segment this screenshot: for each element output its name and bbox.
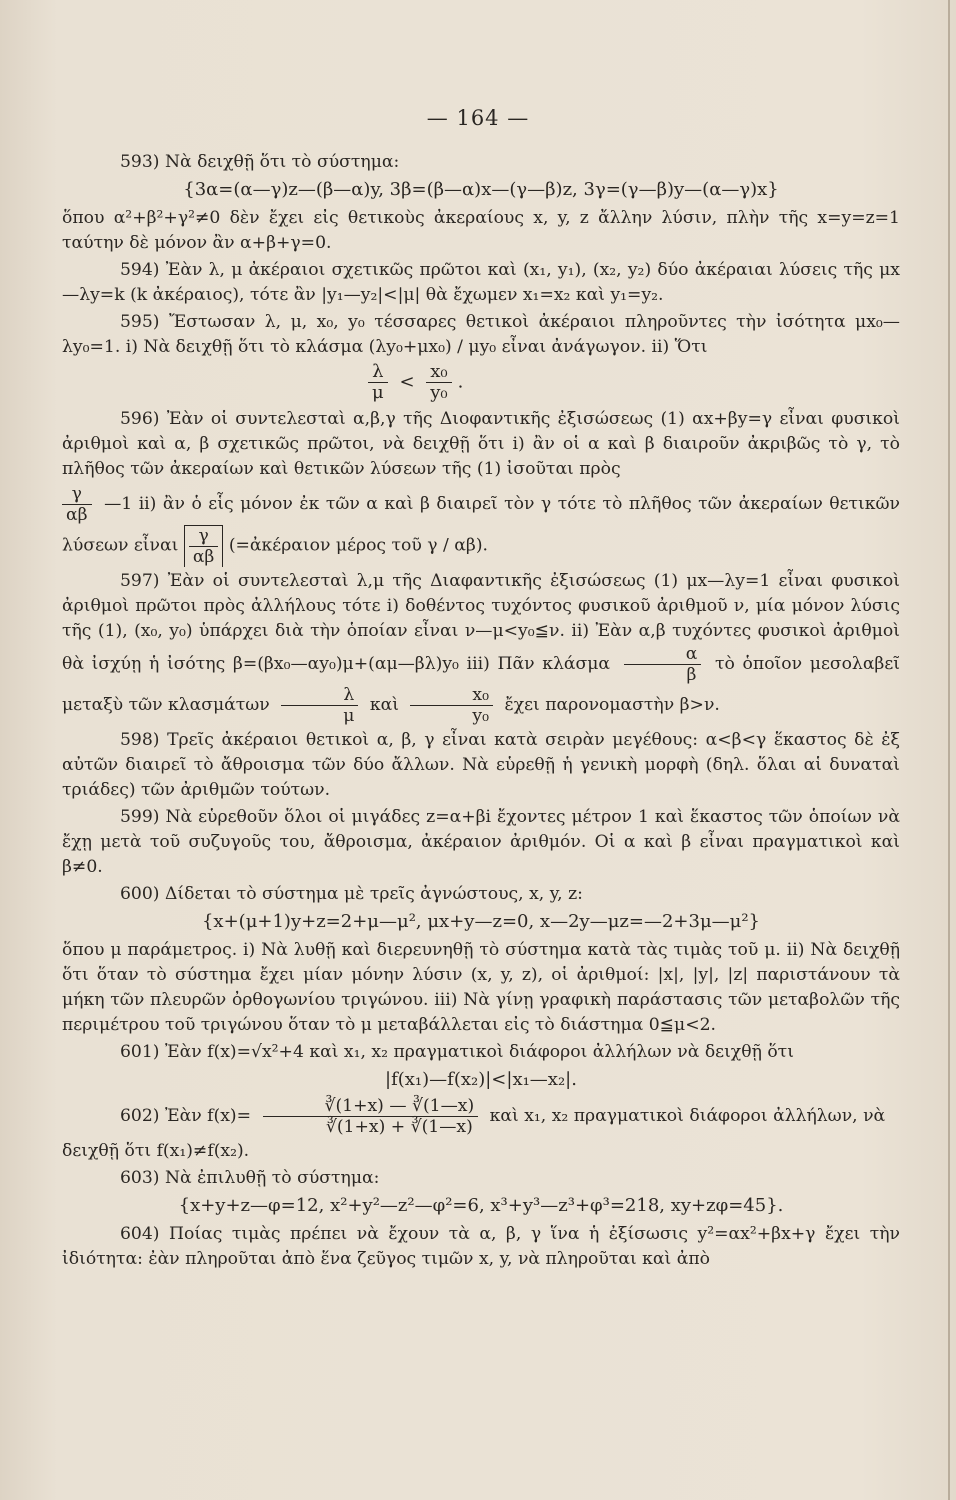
fraction: $\frac{\alpha}{\beta}$ [624, 644, 702, 685]
problem-603-lead: 603) Νὰ ἐπιλυθῇ τὸ σύστημα: [120, 1168, 380, 1188]
floor-bracket [184, 525, 224, 567]
problem-593-lead: 593) Νὰ δειχθῇ ὅτι τὸ σύστημα: [120, 152, 400, 172]
problem-598: 598) Τρεῖς ἀκέραιοι θετικοὶ α, β, γ εἶναι κατὰ σειρὰν μεγέθους: α<β<γ ἕκαστος δὲ ἐξ αὐτῶν διαιρεῖ τὸ ἄθροισμα τῶν δύο ἄλλων. Νὰ εὑρεθῇ ἡ γενικὴ μορφὴ (δηλ. ὅλαι αἱ δυναταὶ τριάδες) τῶν ἀριθμῶν τούτων. [62, 730, 900, 800]
problem-596: 596) Ἐὰν οἱ συντελεσταὶ α,β,γ τῆς Διοφαντικῆς ἐξισώσεως (1) αx+βy=γ εἶναι φυσικοὶ ἀριθμοὶ καὶ α, β σχετικῶς πρῶτοι, νὰ δειχθῇ ὅτι i) ἂν οἱ α καὶ β διαιροῦν ἀκριβῶς τὸ γ, τὸ πλῆθος τῶν ἀκεραίων καὶ θετικῶν λύσεων τῆς (1) ἰσοῦται πρὸς [62, 409, 900, 479]
fraction: $\frac{\gamma}{\alpha\beta}$ [189, 526, 219, 567]
problem-601-inequality: |f(x₁)—f(x₂)|<|x₁—x₂|. [385, 1069, 577, 1090]
problem-594: 594) Ἐὰν λ, μ ἀκέραιοι σχετικῶς πρῶτοι καὶ (x₁, y₁), (x₂, y₂) δύο ἀκέραιαι λύσεις τῆς μx—λy=k (k ἀκέραιος), τότε ἂν |y₁—y₂|<|μ| θὰ ἔχωμεν x₁=x₂ καὶ y₁=y₂. [62, 260, 900, 305]
fraction: $\frac{∛(1+x) — ∛(1—x)}{∛(1+x) + ∛(1—x)}$ [263, 1096, 479, 1137]
problem-601: 601) Ἐὰν f(x)=√x²+4 καὶ x₁, x₂ πραγματικοὶ διάφοροι ἀλλήλων νὰ δειχθῇ ὅτι [120, 1042, 794, 1062]
problem-600-lead: 600) Δίδεται τὸ σύστημα μὲ τρεῖς ἀγνώστους, x, y, z: [120, 884, 583, 904]
problem-602-end: δειχθῇ ὅτι f(x₁)≠f(x₂). [62, 1141, 250, 1161]
page-number: — 164 — [426, 106, 530, 130]
problem-596-cont: $\frac{\gamma}{\alpha\beta}$ —1 ii) ἂν ὁ εἷς μόνον ἐκ τῶν α καὶ β διαιρεῖ τὸν γ τότε τὸ πλῆθος τῶν ἀκεραίων θετικῶν λύσεων εἶναι $\frac{\gamma}{\alpha\beta}$ (=ἀκέραιον μέρος τοῦ γ / αβ). [62, 484, 900, 567]
problem-600-body: ὅπου μ παράμετρος. i) Νὰ λυθῇ καὶ διερευνηθῇ τὸ σύστημα κατὰ τὰς τιμὰς τοῦ μ. ii) Νὰ δειχθῇ ὅτι ὅταν τὸ σύστημα ἔχει μίαν μόνην λύσιν (x, y, z), οἱ ἀριθμοί: |x|, |y|, |z| παριστάνουν τὰ μήκη τῶν πλευρῶν ὀρθογωνίου τριγώνου. iii) Νὰ γίνῃ γραφικὴ παράστασις τῶν μεταβολῶν τῆς περιμέτρου τοῦ τριγώνου ὅταν τὸ μ μεταβάλλεται εἰς τὸ διάστημα 0≦μ<2. [62, 940, 900, 1035]
problem-593-system: {3α=(α—γ)z—(β—α)y, 3β=(β—α)x—(γ—β)z, 3γ=(γ—β)y—(α—γ)x} [183, 179, 779, 200]
problem-593-body: ὅπου α²+β²+γ²≠0 δὲν ἔχει εἰς θετικοὺς ἀκεραίους x, y, z ἄλλην λύσιν, πλὴν τῆς x=y=z=1 ταύτην δὲ μόνον ἂν α+β+γ=0. [62, 208, 900, 253]
problem-602: 602) Ἐὰν f(x)= $\frac{∛(1+x) — ∛(1—x)}{∛(1+x) + ∛(1—x)}$ καὶ x₁, x₂ πραγματικοὶ διάφοροι ἀλλήλων, νὰ [120, 1096, 886, 1137]
problem-595: 595) Ἔστωσαν λ, μ, x₀, y₀ τέσσαρες θετικοὶ ἀκέραιοι πληροῦντες τὴν ἰσότητα μx₀—λy₀=1. i) Νὰ δειχθῇ ὅτι τὸ κλάσμα (λy₀+μx₀) / μy₀ εἶναι ἀνάγωγον. ii) Ὅτι [62, 312, 900, 357]
problem-599: 599) Νὰ εὑρεθοῦν ὅλοι οἱ μιγάδες z=α+βi ἔχοντες μέτρον 1 καὶ ἕκαστος τῶν ὁποίων νὰ ἔχῃ μετὰ τοῦ συζυγοῦς του, ἄθροισμα, ἀκέραιον ἀριθμόν. Οἱ α καὶ β εἶναι πραγματικοὶ καὶ β≠0. [62, 807, 900, 877]
fraction: $\frac{\text{x₀}}{\text{y₀}}$ [410, 685, 493, 726]
problem-597: 597) Ἐὰν οἱ συντελεσταὶ λ,μ τῆς Διαφαντικῆς ἐξισώσεως (1) μx—λy=1 εἶναι φυσικοὶ ἀριθμοὶ πρῶτοι πρὸς ἀλλήλους τότε i) δοθέντος τυχόντος φυσικοῦ ἀριθμοῦ ν, μία μόνον λύσις τῆς (1), (x₀, y₀) ὑπάρχει διὰ τὴν ὁποίαν εἶναι ν—μ<y₀≦ν. ii) Ἐὰν α,β τυχόντες φυσικοὶ ἀριθμοὶ θὰ ἰσχύῃ ἡ ἰσότης β=(βx₀—αy₀)μ+(αμ—βλ)y₀ iii) Πᾶν κλάσμα $\frac{\alpha}{\beta}$ τὸ ὁποῖον μεσολαβεῖ μεταξὺ τῶν κλασμάτων $\frac{\lambda}{\mu}$ καὶ $\frac{\text{x₀}}{\text{y₀}}$ ἔχει παρονομαστὴν β>ν. [62, 571, 901, 726]
problem-595-inequality: $\frac{\lambda}{\mu}$ < $\frac{\text{x₀}}{\text{y₀}}$ . [62, 362, 900, 403]
problem-603-system: {x+y+z—φ=12, x²+y²—z²—φ²=6, x³+y³—z³+φ³=218, xy+zφ=45}. [178, 1195, 784, 1216]
fraction: $\frac{\text{x₀}}{\text{y₀}}$ [426, 362, 451, 403]
page-edge [948, 0, 950, 1500]
problem-600-system: {x+(μ+1)y+z=2+μ—μ², μx+y—z=0, x—2y—μz=—2+3μ—μ²} [201, 911, 761, 932]
fraction: $\frac{\lambda}{\mu}$ [368, 362, 388, 403]
problem-604: 604) Ποίας τιμὰς πρέπει νὰ ἔχουν τὰ α, β, γ ἵνα ἡ ἐξίσωσις y²=αx²+βx+γ ἔχει τὴν ἰδιότητα: ἐὰν πληροῦται ἀπὸ ἕνα ζεῦγος τιμῶν x, y, νὰ πληροῦται καὶ ἀπὸ [62, 1224, 900, 1269]
problem-list [62, 150, 900, 1274]
fraction: $\frac{\gamma}{\alpha\beta}$ [62, 484, 92, 525]
fraction: $\frac{\lambda}{\mu}$ [281, 685, 358, 726]
